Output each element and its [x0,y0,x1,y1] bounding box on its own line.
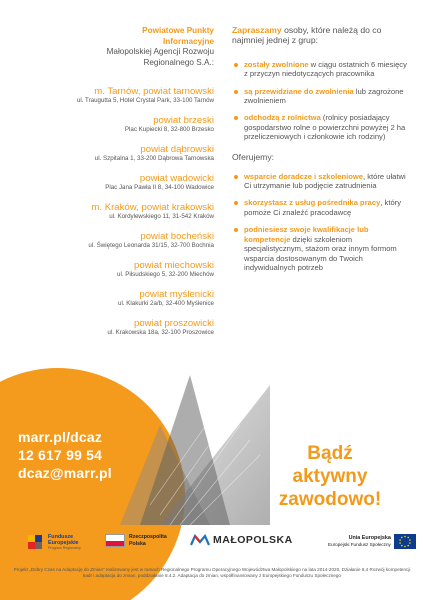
points-heading: Powiatowe Punkty Informacyjne [142,26,214,46]
bullet-dot-icon [234,90,238,94]
offer-item: skorzystasz z usług pośrednika pracy, który pomoże Ci znaleźć pracodawcę [232,198,412,217]
location-item [14,260,214,279]
location-name: powiat bocheński [140,231,214,242]
location-name: powiat dąbrowski [140,144,214,155]
location-name: m. Kraków, powiat krakowski [91,202,214,213]
phone-number: 12 617 99 54 [18,447,103,463]
invite-text: Zapraszamy osoby, które należą do co najmniej jednej z grup: [232,25,382,46]
location-item [14,318,214,337]
email-link[interactable]: dcaz@marr.pl [18,465,112,481]
bullet-dot-icon [234,116,238,120]
polish-flag-icon [105,534,125,547]
bullet-dot-icon [234,175,238,179]
funding-footnote: Projekt „Dobry Czas na Adaptację do Zmian” realizowany jest w ramach Regionalnego Programu Operacyjnego Województwa Małopolskiego na lata 2014-2020, Działanie 8.4 Rozwój kompetencji kadr i adaptacja do zmian, poddziałanie 8.4.2. Adaptacja do zmian, współfinansowany z Europejskiego Funduszu Społecznego [13,567,411,579]
malopolska-mark-icon [190,534,210,546]
group-item: zostały zwolnione w ciągu ostatnich 6 miesięcy z przyczyn niedotyczących pracownika [232,60,412,79]
location-item [14,202,214,221]
location-name: powiat proszowicki [134,318,214,329]
location-item [14,231,214,250]
location-name: powiat wadowicki [139,173,214,184]
invite-accent: Zapraszamy [232,25,282,35]
bullet-dot-icon [234,63,238,67]
offers-list [232,172,412,273]
location-name: powiat brzeski [153,115,214,126]
location-address: ul. Klakurki 2a/b, 32-400 Myślenice [118,300,214,307]
location-item [14,173,214,192]
location-address: Plac Jana Pawła II 8, 34-100 Wadowice [105,184,214,191]
logos-bar [0,534,423,562]
offer-item: podniesiesz swoje kwalifikacje lub kompetencje dzięki szkoleniom specjalistycznym, stażom oraz innym formom wsparcia dostosowanym do Twoich indywidualnych potrzeb [232,225,412,272]
bullet-dot-icon [234,201,238,205]
location-name: powiat myślenicki [139,289,214,300]
offer-item: wsparcie doradcze i szkoleniowe, które ułatwi Ci utrzymanie lub podjęcie zatrudnienia [232,172,412,191]
location-address: ul. Traugutta 5, Hotel Crystal Park, 33-100 Tarnów [76,97,214,104]
groups-list [232,60,412,142]
rzeczpospolita-polska-logo: Rzeczpospolita Polska [105,534,167,547]
malopolska-logo: MAŁOPOLSKA [190,534,293,546]
bullet-dot-icon [234,228,238,232]
eu-logo: Unia Europejska Europejski Fundusz Społeczny [328,534,416,549]
location-address: ul. Kordylewskiego 11, 31-542 Kraków [109,213,214,220]
location-address: Plac Kupiecki 8, 32-800 Brzesko [124,126,214,133]
points-subheading: Małopolskiej Agencji Rozwoju Regionalnego S.A.: [106,47,214,67]
location-address: ul. Świętego Leonarda 31/15, 32-700 Bochnia [88,242,214,249]
location-item [14,86,214,105]
fundusze-europejskie-logo: Fundusze Europejskie Program Regionalny [28,534,81,551]
offer-label: Oferujemy: [232,151,275,162]
group-item: odchodzą z rolnictwa (rolnicy posiadający gospodarstwo rolne o powierzchni powyżej 2 ha przeliczeniowych i członkowie ich rodziny) [232,113,412,141]
location-address: ul. Szpitalna 1, 33-200 Dąbrowa Tarnowska [94,155,214,162]
location-address: ul. Piłsudskiego 5, 32-200 Miechów [117,271,214,278]
location-name: powiat miechowski [134,260,214,271]
info-column [232,25,412,282]
website-link[interactable]: marr.pl/dcaz [18,429,103,445]
location-address: ul. Krakowska 18a, 32-100 Proszowice [107,329,214,336]
eu-flag-icon [394,534,416,549]
location-item [14,289,214,308]
location-item [14,144,214,163]
location-item [14,115,214,134]
points-list [14,26,214,347]
contact-block [18,428,168,482]
group-item: są przewidziane do zwolnienia lub zagrożone zwolnieniem [232,87,412,106]
location-name: m. Tarnów, powiat tarnowski [94,86,214,97]
slogan: Bądź aktywny zawodowo! [278,443,382,510]
fe-star-icon [28,535,44,549]
